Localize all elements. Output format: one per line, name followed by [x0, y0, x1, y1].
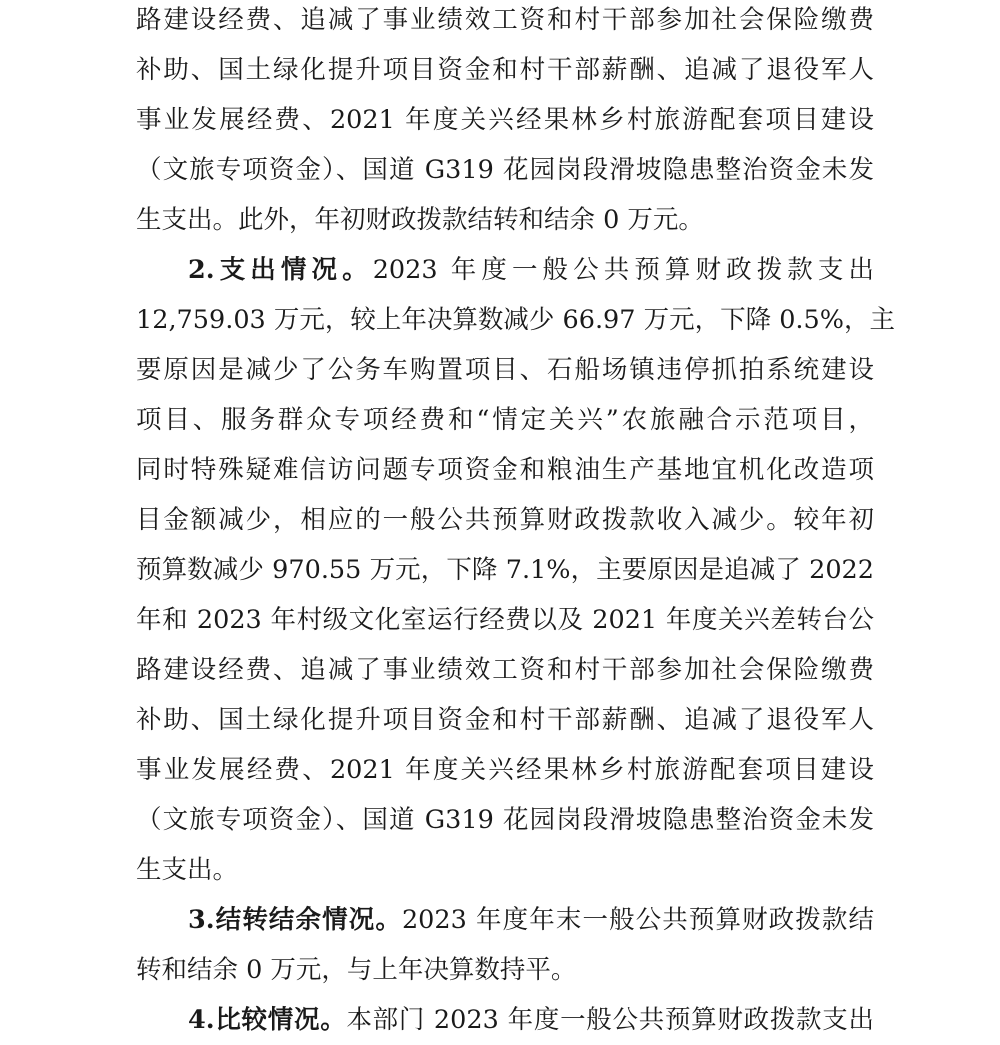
text-line: 项目、服务群众专项经费和“情定关兴”农旅融合示范项目，	[136, 405, 874, 435]
section-heading: 3.结转结余情况。	[188, 905, 402, 935]
text-line: 预算数减少 970.55 万元，下降 7.1%，主要原因是追减了 2022	[136, 555, 874, 585]
section-heading-line	[188, 995, 874, 1045]
text-line: 事业发展经费、2021 年度关兴经果林乡村旅游配套项目建设	[136, 105, 874, 135]
section-text: 2023 年度年末一般公共预算财政拨款结	[401, 905, 874, 935]
text-line: 补助、国土绿化提升项目资金和村干部薪酬、追减了退役军人	[136, 55, 874, 85]
text-line: 补助、国土绿化提升项目资金和村干部薪酬、追减了退役军人	[136, 705, 874, 735]
text-line: 路建设经费、追减了事业绩效工资和村干部参加社会保险缴费	[136, 655, 874, 685]
text-line: 目金额减少，相应的一般公共预算财政拨款收入减少。较年初	[136, 505, 874, 535]
text-line: 要原因是减少了公务车购置项目、石船场镇违停抓拍系统建设	[136, 355, 874, 385]
section-heading: 4.比较情况。	[188, 1005, 347, 1035]
text-line: （文旅专项资金）、国道 G319 花园岗段滑坡隐患整治资金未发	[136, 155, 874, 185]
section-heading: 2.支出情况。	[188, 255, 373, 285]
text-line: 路建设经费、追减了事业绩效工资和村干部参加社会保险缴费	[136, 5, 874, 35]
section-text: 本部门 2023 年度一般公共预算财政拨款支出	[346, 1005, 874, 1035]
text-line: 事业发展经费、2021 年度关兴经果林乡村旅游配套项目建设	[136, 755, 874, 785]
text-line: 转和结余 0 万元，与上年决算数持平。	[136, 955, 577, 985]
section-heading-line	[188, 895, 874, 945]
text-line: 生支出。	[136, 855, 239, 885]
text-line: 生支出。此外，年初财政拨款结转和结余 0 万元。	[136, 205, 704, 235]
text-line: （文旅专项资金）、国道 G319 花园岗段滑坡隐患整治资金未发	[136, 805, 874, 835]
text-line: 同时特殊疑难信访问题专项资金和粮油生产基地宜机化改造项	[136, 455, 874, 485]
text-line: 年和 2023 年村级文化室运行经费以及 2021 年度关兴差转台公	[136, 605, 874, 635]
section-heading-line	[188, 245, 874, 295]
section-text: 2023 年度一般公共预算财政拨款支出	[372, 255, 874, 285]
text-line: 12,759.03 万元，较上年决算数减少 66.97 万元，下降 0.5%，主	[136, 305, 895, 335]
